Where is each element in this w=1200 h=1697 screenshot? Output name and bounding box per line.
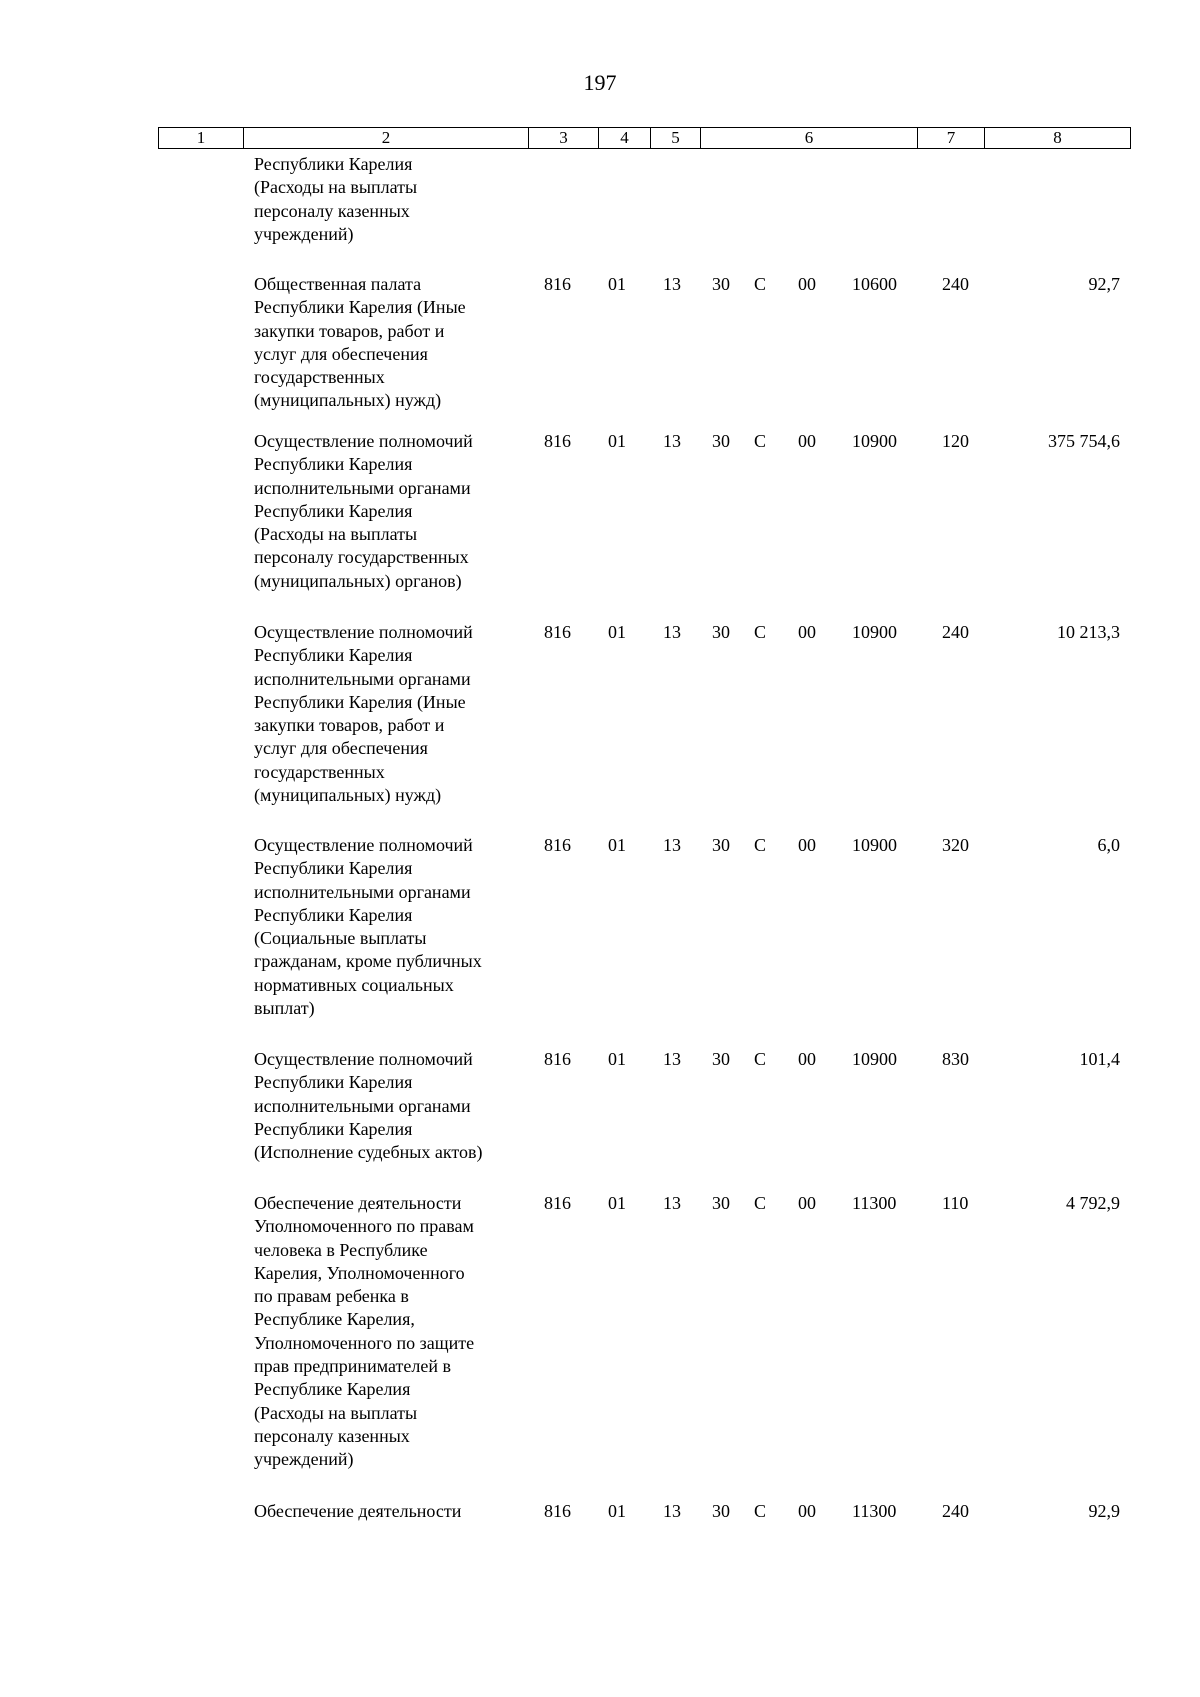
row-program-code: 30: [712, 1501, 730, 1521]
row-program-letter: С: [754, 274, 767, 294]
row-expense-type: 240: [942, 274, 969, 294]
row-subsection-code: 13: [663, 431, 681, 451]
row-ministry-code: 816: [544, 622, 571, 642]
row-subprogram-code: 00: [798, 1193, 816, 1213]
row-amount: 6,0: [1097, 835, 1120, 855]
row-subsection-code: 13: [663, 622, 681, 642]
row-subsection-code: 13: [663, 835, 681, 855]
row-program-code: 30: [712, 1049, 730, 1069]
row-description: Осуществление полномочий Республики Карелия исполнительными органами Республики Карелия (Социальные выплаты гражданам, кроме публичных нормативных социальных выплат): [254, 835, 482, 1019]
row-ministry-code: 816: [544, 431, 571, 451]
column-header-4: 4: [599, 128, 651, 149]
row-description: Осуществление полномочий Республики Карелия исполнительными органами Республики Карелия (Исполнение судебных актов): [254, 1049, 483, 1163]
row-expense-type: 830: [942, 1049, 969, 1069]
row-subsection-code: 13: [663, 1501, 681, 1521]
row-target-code: 11300: [852, 1501, 897, 1521]
column-header-row: [159, 128, 1131, 149]
row-ministry-code: 816: [544, 1193, 571, 1213]
row-description: Осуществление полномочий Республики Карелия исполнительными органами Республики Карелия (Иные закупки товаров, работ и услуг для обеспечения государственных (муниципальных) нужд): [254, 622, 473, 806]
row-description: Осуществление полномочий Республики Карелия исполнительными органами Республики Карелия (Расходы на выплаты персоналу государственных (муниципальных) органов): [254, 431, 473, 591]
row-subprogram-code: 00: [798, 835, 816, 855]
column-header-3: 3: [529, 128, 599, 149]
row-description: Обеспечение деятельности: [254, 1501, 462, 1521]
row-program-letter: С: [754, 1193, 767, 1213]
column-header-2: 2: [244, 128, 529, 149]
row-target-code: 10600: [852, 274, 897, 294]
row-amount: 92,9: [1088, 1501, 1120, 1521]
row-description: Общественная палата Республики Карелия (Иные закупки товаров, работ и услуг для обеспечения государственных (муниципальных) нужд): [254, 274, 466, 411]
page-number: 197: [583, 70, 617, 95]
row-subprogram-code: 00: [798, 274, 816, 294]
row-section-code: 01: [608, 431, 626, 451]
row-subprogram-code: 00: [798, 1049, 816, 1069]
row-amount: 4 792,9: [1066, 1193, 1120, 1213]
row-description: Обеспечение деятельности Уполномоченного по правам человека в Республике Карелия, Уполномоченного по правам ребенка в Республике Карелия, Уполномоченного по защите прав предпринимателей в Республике Карелия (Расходы на выплаты персоналу казенных учреждений): [254, 1193, 475, 1470]
row-program-code: 30: [712, 622, 730, 642]
row-program-code: 30: [712, 274, 730, 294]
row-amount: 101,4: [1079, 1049, 1120, 1069]
row-subsection-code: 13: [663, 274, 681, 294]
row-program-code: 30: [712, 431, 730, 451]
row-program-letter: С: [754, 1501, 767, 1521]
row-section-code: 01: [608, 835, 626, 855]
row-program-letter: С: [754, 835, 767, 855]
row-target-code: 10900: [852, 622, 897, 642]
column-header-table: [158, 127, 1131, 149]
row-ministry-code: 816: [544, 1501, 571, 1521]
column-header-6: 6: [701, 128, 918, 149]
row-expense-type: 240: [942, 622, 969, 642]
row-target-code: 10900: [852, 1049, 897, 1069]
row-amount: 92,7: [1088, 274, 1120, 294]
column-header-8: 8: [985, 128, 1131, 149]
row-program-letter: С: [754, 431, 767, 451]
row-description: Республики Карелия (Расходы на выплаты персоналу казенных учреждений): [254, 154, 418, 244]
row-subsection-code: 13: [663, 1049, 681, 1069]
row-expense-type: 110: [942, 1193, 969, 1213]
row-ministry-code: 816: [544, 1049, 571, 1069]
row-program-letter: С: [754, 622, 767, 642]
row-section-code: 01: [608, 1193, 626, 1213]
row-program-code: 30: [712, 835, 730, 855]
column-header-5: 5: [651, 128, 701, 149]
row-section-code: 01: [608, 1501, 626, 1521]
row-subprogram-code: 00: [798, 622, 816, 642]
row-ministry-code: 816: [544, 274, 571, 294]
row-target-code: 10900: [852, 431, 897, 451]
row-subprogram-code: 00: [798, 431, 816, 451]
row-amount: 375 754,6: [1048, 431, 1120, 451]
row-subsection-code: 13: [663, 1193, 681, 1213]
row-program-letter: С: [754, 1049, 767, 1069]
row-program-code: 30: [712, 1193, 730, 1213]
row-section-code: 01: [608, 1049, 626, 1069]
column-header-7: 7: [918, 128, 985, 149]
row-subprogram-code: 00: [798, 1501, 816, 1521]
row-amount: 10 213,3: [1057, 622, 1120, 642]
row-target-code: 11300: [852, 1193, 897, 1213]
row-ministry-code: 816: [544, 835, 571, 855]
column-header-1: 1: [159, 128, 244, 149]
row-section-code: 01: [608, 622, 626, 642]
row-section-code: 01: [608, 274, 626, 294]
row-target-code: 10900: [852, 835, 897, 855]
row-expense-type: 320: [942, 835, 969, 855]
row-expense-type: 120: [942, 431, 969, 451]
row-expense-type: 240: [942, 1501, 969, 1521]
